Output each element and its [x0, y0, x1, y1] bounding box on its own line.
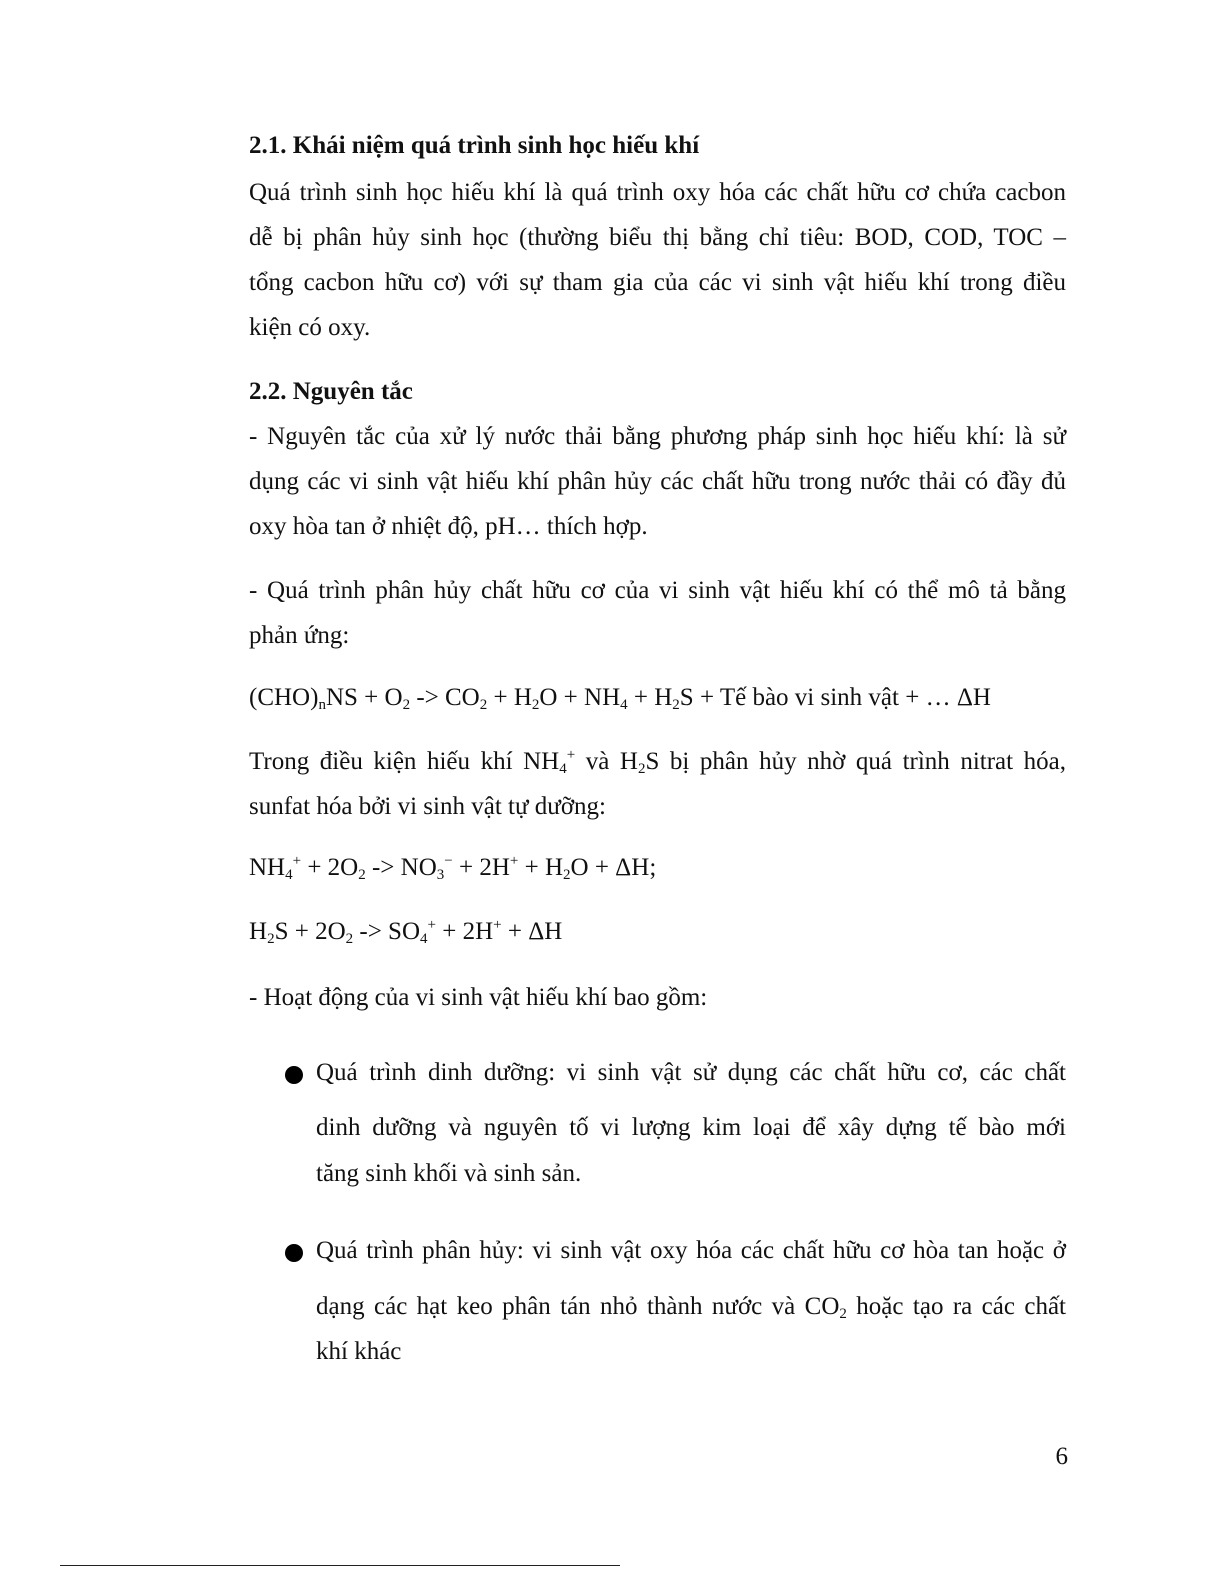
- paragraph-line: - Nguyên tắc của xử lý nước thải bằng phương pháp sinh học hiếu khí: là sử: [249, 423, 1066, 450]
- bullet-line: khí khác: [316, 1338, 402, 1365]
- eq-subscript: 2: [563, 867, 571, 883]
- eq-subscript: 2: [345, 931, 354, 947]
- activity-intro: - Hoạt động của vi sinh vật hiếu khí bao gồm:: [249, 984, 708, 1011]
- eq-text: + H: [627, 684, 673, 711]
- eq-superscript: +: [509, 853, 519, 869]
- bullet-line: Quá trình phân hủy: vi sinh vật oxy hóa các chất hữu cơ hòa tan hoặc ở: [316, 1237, 1066, 1264]
- eq-text: NS + O: [325, 684, 403, 711]
- eq-text: + 2H: [452, 854, 510, 881]
- paragraph-line: - Quá trình phân hủy chất hữu cơ của vi sinh vật hiếu khí có thể mô tả bằng: [249, 577, 1066, 604]
- eq-text: S + 2O: [274, 918, 346, 945]
- section-heading-2-1: 2.1. Khái niệm quá trình sinh học hiếu khí: [249, 132, 700, 159]
- eq-superscript: +: [427, 917, 436, 933]
- eq-subscript: 2: [402, 697, 411, 713]
- bullet-dot-icon: [285, 1066, 303, 1084]
- bullet-text: [316, 1234, 1066, 1369]
- section-heading-2-2: 2.2. Nguyên tắc: [249, 378, 413, 405]
- eq-text: -> CO: [410, 684, 480, 711]
- principle-paragraph: [249, 414, 1066, 549]
- decomposition-paragraph: [249, 568, 1066, 658]
- eq-superscript: +: [493, 917, 502, 933]
- paragraph-line: tổng cacbon hữu cơ) với sự tham gia của các vi sinh vật hiếu khí trong điều: [249, 269, 1066, 296]
- eq-subscript: 2: [479, 697, 488, 713]
- bullet-line: dinh dưỡng và nguyên tố vi lượng kim loại để xây dựng tế bào mới: [316, 1114, 1066, 1141]
- eq-text: -> NO: [365, 854, 437, 881]
- eq-subscript: 2: [267, 931, 275, 947]
- text-run: Trong điều kiện hiếu khí NH: [249, 748, 560, 775]
- bullet-line: tăng sinh khối và sinh sản.: [316, 1160, 582, 1187]
- paragraph-line: Quá trình sinh học hiếu khí là quá trình oxy hóa các chất hữu cơ chứa cacbon: [249, 179, 1066, 206]
- bullet-line: [316, 1290, 1066, 1324]
- paragraph-line: sunfat hóa bởi vi sinh vật tự dưỡng:: [249, 793, 606, 820]
- eq-subscript: 4: [620, 697, 628, 713]
- paragraph-line: dễ bị phân hủy sinh học (thường biểu thị bằng chỉ tiêu: BOD, COD, TOC –: [249, 224, 1066, 251]
- eq-superscript: +: [292, 853, 302, 869]
- eq-text: + 2O: [301, 854, 359, 881]
- eq-text: H: [249, 918, 268, 945]
- reaction-equation-2: [249, 851, 656, 885]
- text-run: dạng các hạt keo phân tán nhỏ thành nước và CO: [316, 1293, 840, 1320]
- text-run: và H: [575, 748, 638, 775]
- eq-subscript: 2: [672, 697, 680, 713]
- eq-text: O + NH: [539, 684, 621, 711]
- eq-subscript: 2: [839, 1306, 847, 1322]
- eq-subscript: 2: [358, 867, 366, 883]
- eq-text: + 2H: [435, 918, 494, 945]
- bullet-text: [316, 1056, 1066, 1191]
- page-number: 6: [1055, 1443, 1068, 1470]
- eq-text: + ΔH: [501, 918, 563, 945]
- eq-text: NH: [249, 854, 286, 881]
- paragraph-line: kiện có oxy.: [249, 314, 371, 341]
- bullet-dot-icon: [285, 1244, 303, 1262]
- eq-superscript: −: [444, 853, 453, 869]
- eq-subscript: 2: [531, 697, 540, 713]
- paragraph-line: [249, 739, 1066, 784]
- reaction-equation-3: [249, 915, 562, 949]
- paragraph-line: oxy hòa tan ở nhiệt độ, pH… thích hợp.: [249, 513, 648, 540]
- bottom-divider: [60, 1565, 620, 1566]
- eq-subscript: 3: [436, 867, 445, 883]
- eq-subscript: n: [318, 697, 326, 713]
- paragraph-line: phản ứng:: [249, 622, 350, 649]
- eq-subscript: 2: [637, 761, 646, 777]
- bullet-line: Quá trình dinh dưỡng: vi sinh vật sử dụng các chất hữu cơ, các chất: [316, 1059, 1066, 1086]
- eq-text: + H: [518, 854, 564, 881]
- reaction-equation-1: [249, 681, 991, 715]
- text-run: hoặc tạo ra các chất: [846, 1293, 1066, 1320]
- eq-text: (CHO): [249, 684, 319, 711]
- eq-subscript: 4: [559, 761, 567, 777]
- text-run: S bị phân hủy nhờ quá trình nitrat hóa,: [645, 748, 1067, 775]
- aerobic-definition-paragraph: [249, 170, 1066, 350]
- eq-text: -> SO: [353, 918, 421, 945]
- eq-superscript: +: [566, 747, 576, 763]
- eq-subscript: 4: [420, 931, 428, 947]
- eq-text: S + Tế bào vi sinh vật + … ΔH: [679, 684, 991, 711]
- aerobic-condition-paragraph: [249, 739, 1066, 829]
- eq-text: O + ΔH;: [570, 854, 657, 881]
- eq-subscript: 4: [285, 867, 293, 883]
- paragraph-line: dụng các vi sinh vật hiếu khí phân hủy các chất hữu trong nước thải có đầy đủ: [249, 468, 1066, 495]
- eq-text: + H: [487, 684, 532, 711]
